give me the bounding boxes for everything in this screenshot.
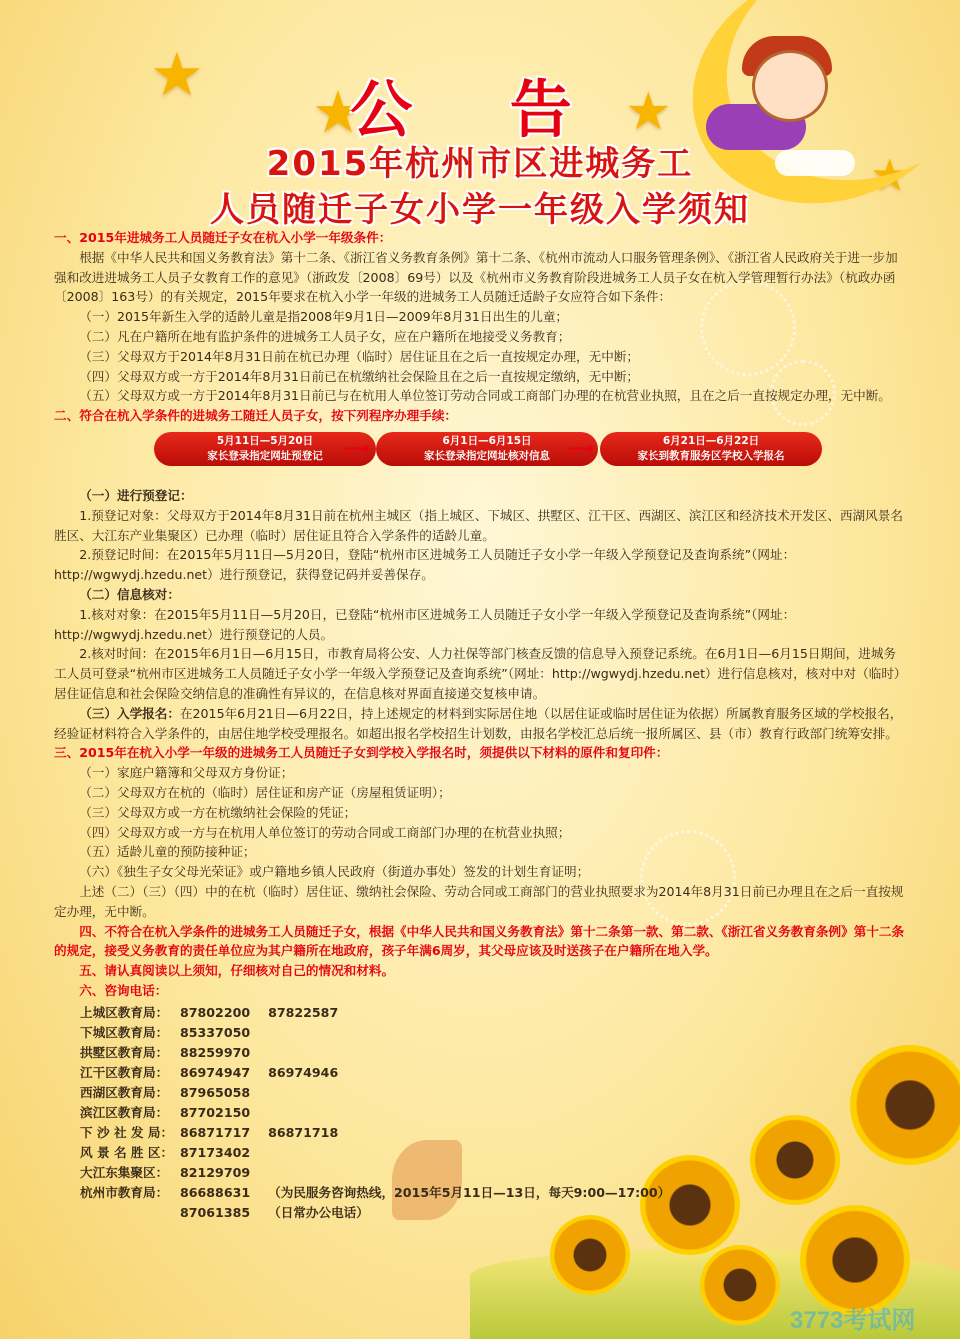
contact-row <box>54 1023 908 1043</box>
condition-item: （四）父母双方或一方于2014年8月31日前已在杭缴纳社会保险且在之后一直按规定缴纳，无中断； <box>79 368 640 384</box>
contact-row <box>54 1063 908 1083</box>
contact-row <box>54 1123 908 1143</box>
contact-phone: 86688631 <box>180 1184 251 1200</box>
contact-row <box>54 1203 908 1223</box>
contact-name: 西湖区教育局： <box>80 1084 169 1100</box>
contact-name: 杭州市教育局： <box>80 1184 169 1200</box>
star-icon: ★ <box>150 40 204 110</box>
contact-note: （日常办公电话） <box>268 1204 369 1220</box>
star-icon: ★ <box>870 150 910 201</box>
flow-step-1 <box>154 432 376 466</box>
flow-step-date: 6月1日—6月15日 <box>442 434 532 447</box>
contact-name: 上城区教育局： <box>80 1004 169 1020</box>
material-item: （二）父母双方在杭的（临时）居住证和房产证（房屋租赁证明）； <box>79 784 451 800</box>
contact-phone: 87173402 <box>180 1144 251 1160</box>
contact-phone: 87802200 <box>180 1004 251 1020</box>
contact-phone: 85337050 <box>180 1024 251 1040</box>
contact-row <box>54 1043 908 1063</box>
contact-phone: 86871718 <box>268 1124 339 1140</box>
contact-row <box>54 1143 908 1163</box>
material-item: （一）家庭户籍簿和父母双方身份证； <box>79 765 294 781</box>
contact-row <box>54 1083 908 1103</box>
contact-phone: 86974947 <box>180 1064 251 1080</box>
sunflower <box>700 1245 780 1325</box>
section-5: 五、请认真阅读以上须知，仔细核对自己的情况和材料。 <box>79 963 395 979</box>
material-item: （四）父母双方或一方与在杭用人单位签订的劳动合同或工商部门办理的在杭营业执照； <box>79 824 571 840</box>
contact-phone: 87822587 <box>268 1004 339 1020</box>
contact-phone: 82129709 <box>180 1164 251 1180</box>
material-note: 上述（二）（三）（四）中的在杭（临时）居住证、缴纳社会保险、劳动合同或工商部门的营业执照要求为2014年8月31日前已办理且在之后一直按规定办理，无中断。 <box>54 883 904 919</box>
subtitle-line-1: 2015年杭州市区进城务工 <box>266 144 694 184</box>
flow-step-text: 家长登录指定网址预登记 <box>207 449 323 462</box>
flow-step-date: 5月11日—5月20日 <box>216 434 314 447</box>
contact-row <box>54 1003 908 1023</box>
procedure-2-b: 2.核对时间：在2015年6月1日—6月15日，市教育局将公安、人力社保等部门核查反馈的信息导入预登记系统。在6月1日—6月15日期间，进城务工人员可登录“杭州市区进城务工人员随迁子女小学一年级入学预登记及查询系统”（网址：http://wgwydj.hzedu.net）进行信息核对，核对中对（临时）居住证信息和社会保险交纳信息的准确性有异议的，在信息核对界面直接递交复核申请。 <box>54 646 907 701</box>
contact-phone: 86974946 <box>268 1064 339 1080</box>
procedure-1-title: （一）进行预登记： <box>79 487 193 503</box>
contact-name: 下 沙 社 发 局： <box>80 1124 174 1140</box>
condition-item: （二）凡在户籍所在地有监护条件的进城务工人员子女，应在户籍所在地接受义务教育； <box>79 328 571 344</box>
material-item: （六）《独生子女父母光荣证》或户籍地乡镇人民政府（街道办事处）签发的计划生育证明； <box>79 864 590 880</box>
site-watermark: 3773考试网 <box>790 1307 916 1334</box>
flow-step-3 <box>600 432 822 466</box>
section-4: 四、不符合在杭入学条件的进城务工人员随迁子女，根据《中华人民共和国义务教育法》第十二条第一款、第二款、《浙江省义务教育条例》第十二条的规定，接受义务教育的责任单位应为其户籍所在地政府，孩子年满6周岁，其父母应该及时送孩子在户籍所在地入学。 <box>54 923 905 959</box>
arrow-right-icon: ⟶ <box>344 437 370 459</box>
contact-row <box>54 1163 908 1183</box>
contact-note: （为民服务咨询热线，2015年5月11日—13日，每天9:00—17:00） <box>268 1184 671 1200</box>
flow-step-date: 6月21日—6月22日 <box>662 434 760 447</box>
process-flow <box>54 432 908 476</box>
contact-list <box>54 1003 908 1223</box>
section-3-heading: 三、2015年在杭入小学一年级的进城务工人员随迁子女到学校入学报名时，须提供以下材料的原件和复印件： <box>54 745 669 761</box>
page-title: 公 告 <box>350 73 610 146</box>
section-1-heading: 一、2015年进城务工人员随迁子女在杭入小学一年级条件： <box>54 230 392 245</box>
subtitle-line-2: 人员随迁子女小学一年级入学须知 <box>210 190 750 230</box>
contact-row <box>54 1183 908 1203</box>
contact-name: 大江东集聚区： <box>80 1164 169 1180</box>
section-2-heading: 二、符合在杭入学条件的进城务工随迁人员子女，按下列程序办理手续： <box>54 408 457 424</box>
arrow-right-icon: ⟶ <box>568 437 594 459</box>
contact-phone: 87702150 <box>180 1104 251 1120</box>
section-1-intro: 根据《中华人民共和国义务教育法》第十二条、《浙江省义务教育条例》第十二条、《杭州市流动人口服务管理条例》、《浙江省人民政府关于进一步加强和改进进城务工人员子女教育工作的意见》（浙政发〔2008〕69号）以及《杭州市义务教育阶段进城务工人员子女在杭入学管理暂行办法》（杭政办函〔2008〕163号）的有关规定，2015年要求在杭入小学一年级的进城务工人员随迁适龄子女应符合如下条件： <box>54 249 898 305</box>
material-item: （五）适龄儿童的预防接种证； <box>79 844 256 860</box>
notice-body <box>54 228 908 1223</box>
condition-item: （一）2015年新生入学的适龄儿童是指2008年9月1日—2009年8月31日出生的儿童； <box>79 309 569 325</box>
contact-phone: 87965058 <box>180 1084 251 1100</box>
procedure-3-body: 在2015年6月21日—6月22日，持上述规定的材料到实际居住地（以居住证或临时居住证为依据）所属教育服务区域的学校报名，经验证材料符合入学条件的，由居住地学校受理报名。如超出报名学校招生计划数，由报名学校汇总后统一报所属区、县（市）教育行政部门统筹安排。 <box>54 705 903 741</box>
star-icon: ★ <box>312 78 364 146</box>
contact-name: 江干区教育局： <box>80 1064 169 1080</box>
material-item: （三）父母双方或一方在杭缴纳社会保险的凭证； <box>79 804 357 820</box>
flow-step-text: 家长到教育服务区学校入学报名 <box>637 449 785 462</box>
condition-item: （三）父母双方于2014年8月31日前在杭已办理（临时）居住证且在之后一直按规定办理，无中断； <box>79 348 640 364</box>
contact-name: 滨江区教育局： <box>80 1104 169 1120</box>
procedure-1-a: 1.预登记对象：父母双方于2014年8月31日前在杭州主城区（指上城区、下城区、拱墅区、江干区、西湖区、滨江区和经济技术开发区、西湖风景名胜区、大江东产业集聚区）已办理（临时）居住证且符合入学条件的适龄儿童。 <box>54 507 903 543</box>
contact-phone: 87061385 <box>180 1204 251 1220</box>
section-6-heading: 六、咨询电话： <box>79 982 168 998</box>
star-icon: ★ <box>625 82 672 142</box>
procedure-2-title: （二）信息核对： <box>79 586 180 602</box>
procedure-2-a: 1.核对对象：在2015年5月11日—5月20日，已登陆“杭州市区进城务工人员随迁子女小学一年级入学预登记及查询系统”（网址：http://wgwydj.hzedu.net）进行预登记的人员。 <box>54 606 796 642</box>
sunflower <box>550 1215 630 1295</box>
contact-name: 下城区教育局： <box>80 1024 169 1040</box>
procedure-3 <box>54 704 908 744</box>
flow-step-2 <box>376 432 598 466</box>
procedure-3-title: （三）入学报名： <box>79 705 180 721</box>
condition-item: （五）父母双方或一方于2014年8月31日前已与在杭用人单位签订劳动合同或工商部门办理的在杭营业执照，且在之后一直按规定办理，无中断。 <box>79 388 891 404</box>
contact-phone: 86871717 <box>180 1124 251 1140</box>
procedure-1-b: 2.预登记时间：在2015年5月11日—5月20日，登陆“杭州市区进城务工人员随迁子女小学一年级入学预登记及查询系统”（网址：http://wgwydj.hzedu.net）进行预登记，获得登记码并妥善保存。 <box>54 547 796 583</box>
contact-name: 拱墅区教育局： <box>80 1044 169 1060</box>
contact-phone: 88259970 <box>180 1044 251 1060</box>
flow-step-text: 家长登录指定网址核对信息 <box>424 449 550 462</box>
contact-row <box>54 1103 908 1123</box>
contact-name: 风 景 名 胜 区： <box>80 1144 174 1160</box>
